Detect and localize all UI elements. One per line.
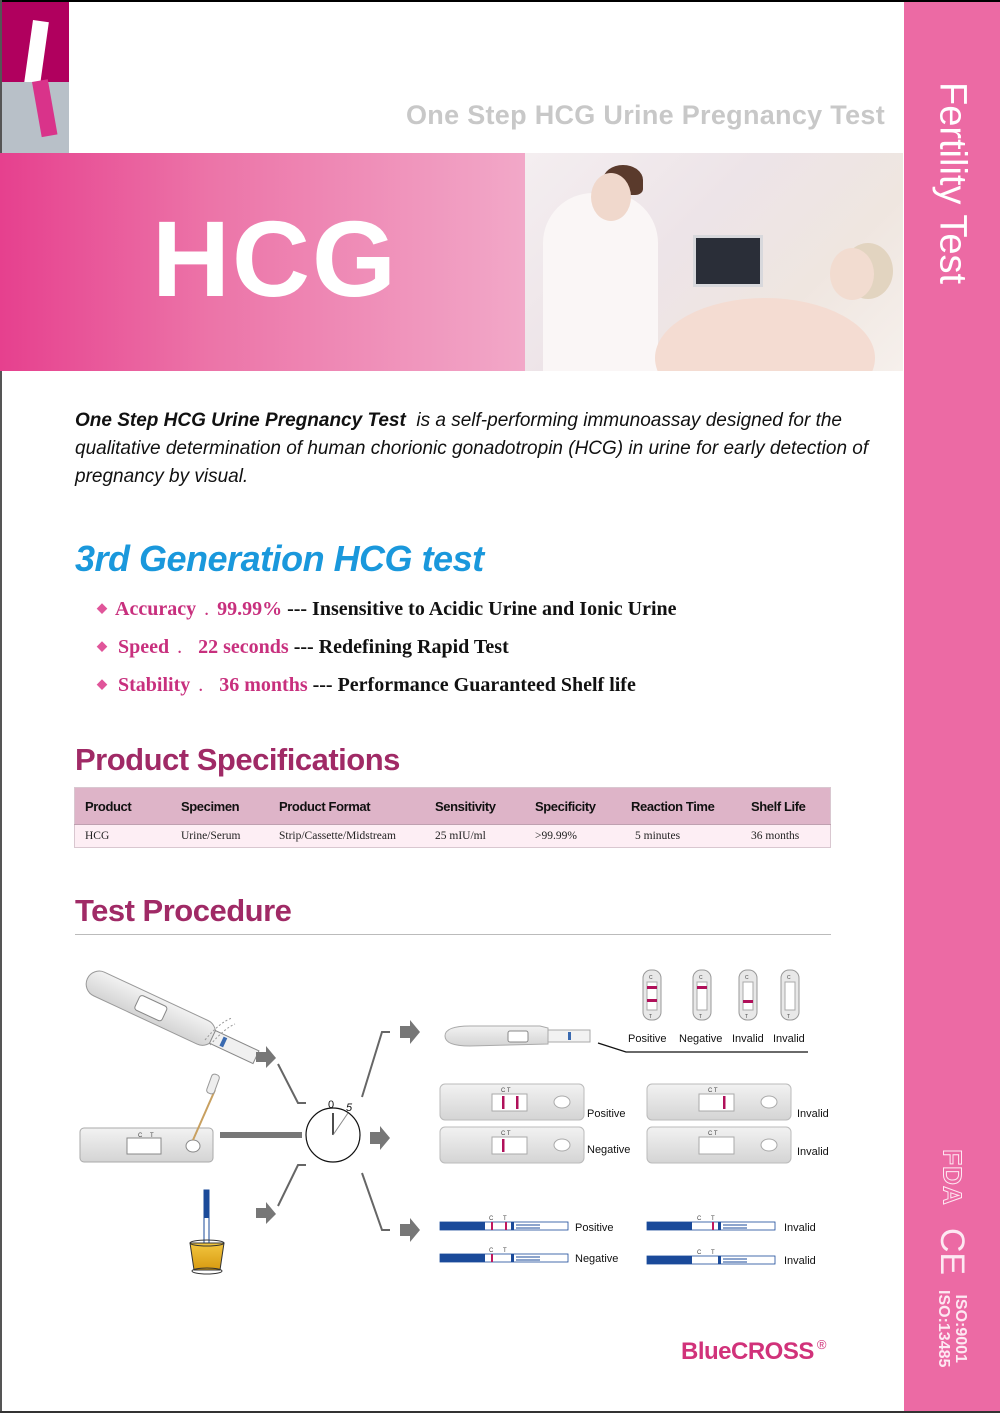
specifications-table <box>74 787 831 848</box>
column-header: Product <box>75 788 172 825</box>
sidebar-title-text: Fertility Test <box>931 82 974 285</box>
svg-text:C: C <box>649 975 653 981</box>
column-header: Product Format <box>269 788 425 825</box>
feature-description: --- Insensitive to Acidic Urine and Ionic Urine <box>287 598 677 620</box>
cassette-connector <box>220 1132 302 1138</box>
feature-item-speed <box>97 636 877 674</box>
svg-text:C T: C T <box>501 1088 511 1094</box>
column-header: Shelf Life <box>741 788 831 825</box>
svg-text:T: T <box>503 1216 507 1222</box>
svg-text:Positive: Positive <box>575 1222 614 1234</box>
ultrasound-monitor-image <box>693 235 763 287</box>
logo-stick-pink-icon <box>32 79 57 137</box>
svg-text:Positive: Positive <box>587 1108 626 1120</box>
table-cell: 5 minutes <box>621 825 741 848</box>
patient-head-image <box>830 248 874 300</box>
ultrasound-photo <box>525 153 903 371</box>
feature-separator: . <box>177 636 183 658</box>
svg-text:T: T <box>649 1014 653 1020</box>
page-subtitle: One Step HCG Urine Pregnancy Test <box>405 100 885 130</box>
midstream-result-invalid-blank <box>781 970 799 1020</box>
intro-product-name: One Step HCG Urine Pregnancy Test <box>75 410 406 431</box>
hero-title: HCG <box>152 198 398 319</box>
top-border <box>0 0 1000 2</box>
table-cell: >99.99% <box>525 825 621 848</box>
column-header: Specificity <box>525 788 621 825</box>
sidebar-title <box>904 82 1000 322</box>
logo-stick-icon <box>24 20 49 86</box>
svg-text:C: C <box>699 975 703 981</box>
timer-icon <box>306 1099 360 1162</box>
strip-result-invalid-blank <box>647 1250 775 1264</box>
svg-text:Invalid: Invalid <box>732 1033 764 1045</box>
feature-separator: . <box>204 598 210 620</box>
specifications-title: Product Specifications <box>75 742 400 777</box>
feature-value: 99.99% <box>217 598 283 620</box>
cassette-result-positive <box>440 1084 584 1120</box>
feature-value: 36 months <box>219 674 308 696</box>
svg-text:C: C <box>489 1216 494 1222</box>
svg-text:Invalid: Invalid <box>797 1146 829 1158</box>
diamond-bullet-icon: ◆ <box>97 676 107 691</box>
table-row <box>75 825 831 848</box>
fda-logo-icon <box>904 1148 1000 1208</box>
svg-text:Negative: Negative <box>575 1253 619 1265</box>
column-header: Specimen <box>171 788 269 825</box>
cassette-device-icon <box>80 1073 220 1162</box>
feature-description: --- Redefining Rapid Test <box>293 636 509 658</box>
midstream-result-positive <box>643 970 661 1020</box>
fda-text: FDA <box>937 1149 968 1206</box>
feature-description: --- Performance Guaranteed Shelf life <box>312 674 636 696</box>
svg-text:C: C <box>697 1250 702 1256</box>
feature-key: Accuracy <box>115 598 197 620</box>
svg-text:Invalid: Invalid <box>784 1255 816 1267</box>
table-cell: 36 months <box>741 825 831 848</box>
midstream-result-negative <box>693 970 711 1020</box>
iso-text <box>935 1290 969 1367</box>
cassette-result-negative <box>440 1127 584 1163</box>
cassette-result-invalid-blank <box>647 1127 791 1163</box>
column-header: Sensitivity <box>425 788 525 825</box>
svg-text:C T: C T <box>501 1131 511 1137</box>
diamond-bullet-icon: ◆ <box>97 638 107 653</box>
feature-key: Stability <box>118 674 191 696</box>
procedure-title: Test Procedure <box>75 893 292 928</box>
diamond-bullet-icon: ◆ <box>97 600 107 615</box>
intro-paragraph <box>75 407 875 491</box>
table-cell: Urine/Serum <box>171 825 269 848</box>
strip-in-cup-icon <box>190 1190 224 1274</box>
feature-value: 22 seconds <box>198 636 289 658</box>
table-cell: 25 mIU/ml <box>425 825 525 848</box>
svg-text:C: C <box>138 1133 143 1139</box>
svg-text:Invalid: Invalid <box>773 1033 805 1045</box>
table-cell: HCG <box>75 825 172 848</box>
generation-title: 3rd Generation HCG test <box>75 538 484 579</box>
registered-mark: ® <box>816 1337 826 1352</box>
table-header-row <box>75 788 831 825</box>
table-cell: Strip/Cassette/Midstream <box>269 825 425 848</box>
doctor-figure-image <box>543 193 658 371</box>
svg-text:C T: C T <box>708 1088 718 1094</box>
patient-belly-image <box>655 298 875 371</box>
svg-text:Invalid: Invalid <box>797 1108 829 1120</box>
logo-mark-bottom <box>2 82 69 153</box>
svg-text:C: C <box>697 1216 702 1222</box>
doctor-head-image <box>591 173 631 221</box>
procedure-divider <box>75 934 831 935</box>
svg-text:T: T <box>745 1014 749 1020</box>
iso-9001: ISO:9001 <box>952 1294 969 1363</box>
feature-list <box>97 598 877 712</box>
svg-text:Negative: Negative <box>679 1033 723 1045</box>
feature-separator: . <box>198 674 204 696</box>
procedure-diagram <box>0 940 904 1320</box>
svg-text:5: 5 <box>346 1102 353 1114</box>
cassette-result-invalid <box>647 1084 791 1120</box>
iso-certifications <box>904 1290 1000 1380</box>
svg-text:C: C <box>787 975 791 981</box>
feature-key: Speed <box>118 636 170 658</box>
intro-text: is a self-performing immunoassay designed for the qualitative determination of human chorionic gonadotropin (HCG) in urine for early detection of pregnancy by visual. <box>75 410 869 487</box>
ce-text: CE <box>933 1227 972 1276</box>
arrow-icon <box>370 1126 390 1150</box>
arrow-icon <box>400 1218 420 1242</box>
svg-text:T: T <box>150 1133 154 1139</box>
svg-text:T: T <box>711 1250 715 1256</box>
midstream-device-icon <box>82 967 262 1069</box>
svg-text:T: T <box>699 1014 703 1020</box>
svg-text:0: 0 <box>328 1099 335 1111</box>
strip-result-invalid <box>647 1216 775 1230</box>
svg-text:C: C <box>745 975 749 981</box>
svg-text:T: T <box>711 1216 715 1222</box>
bluecross-logo <box>681 1337 826 1366</box>
svg-text:Negative: Negative <box>587 1144 631 1156</box>
iso-13485: ISO:13485 <box>935 1290 952 1368</box>
svg-text:Positive: Positive <box>628 1033 667 1045</box>
arrow-icon <box>256 1046 276 1068</box>
strip-result-negative <box>440 1248 568 1262</box>
svg-text:T: T <box>503 1248 507 1254</box>
svg-text:C T: C T <box>708 1131 718 1137</box>
ce-mark-icon <box>904 1218 1000 1288</box>
feature-item-stability <box>97 674 877 712</box>
svg-text:Invalid: Invalid <box>784 1222 816 1234</box>
arrow-icon <box>400 1020 420 1044</box>
strip-result-positive <box>440 1216 568 1230</box>
svg-text:C: C <box>489 1248 494 1254</box>
brand-name: BlueCROSS <box>681 1338 814 1365</box>
logo-mark-top <box>2 2 69 82</box>
column-header: Reaction Time <box>621 788 741 825</box>
svg-text:T: T <box>787 1014 791 1020</box>
feature-item-accuracy <box>97 598 877 636</box>
midstream-result-device-icon <box>445 1026 590 1046</box>
midstream-result-invalid <box>739 970 757 1020</box>
arrow-icon <box>256 1202 276 1224</box>
